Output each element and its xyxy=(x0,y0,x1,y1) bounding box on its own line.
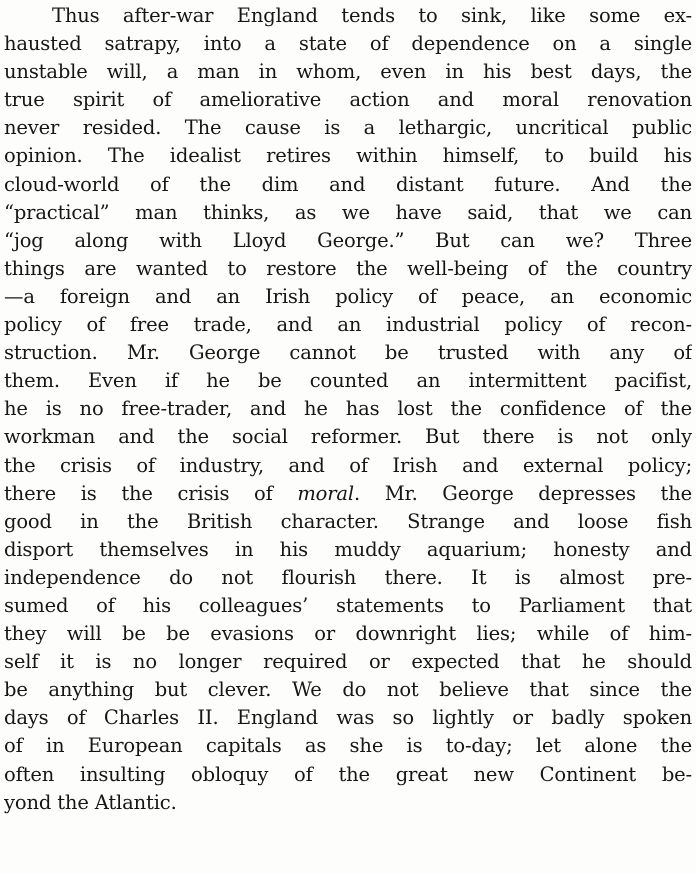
text-line: cloud-world of the dim and distant future. And the xyxy=(4,172,692,196)
text-run: there is the crisis of xyxy=(4,481,298,505)
text-line: unstable will, a man in whom, even in his best days, the xyxy=(4,60,692,84)
text-line: Thus after-war England tends to sink, like some ex- xyxy=(52,4,692,27)
paragraph xyxy=(4,2,692,817)
text-line: the crisis of industry, and of Irish and external policy; xyxy=(4,453,692,477)
text-line: opinion. The idealist retires within himself, to build his xyxy=(4,144,692,168)
text-line: policy of free trade, and an industrial policy of recon- xyxy=(4,313,692,337)
text-line: he is no free-trader, and he has lost the confidence of the xyxy=(4,397,692,421)
text-line: days of Charles II. England was so lightly or badly spoken xyxy=(4,706,692,730)
text-line: disport themselves in his muddy aquarium; honesty and xyxy=(4,537,692,561)
text-line: —a foreign and an Irish policy of peace, an economic xyxy=(4,284,692,308)
text-line: never resided. The cause is a lethargic, uncritical public xyxy=(4,116,692,140)
text-line: “practical” man thinks, as we have said, that we can xyxy=(4,200,692,224)
text-line: yond the Atlantic. xyxy=(4,790,177,814)
text-line: them. Even if he be counted an intermittent pacifist, xyxy=(4,369,692,393)
text-line xyxy=(4,480,692,508)
text-line: they will be be evasions or downright lies; while of him- xyxy=(4,622,692,646)
text-run: . Mr. George depresses the xyxy=(354,481,692,505)
text-line: good in the British character. Strange and loose fish xyxy=(4,509,692,533)
text-line: true spirit of ameliorative action and moral renovation xyxy=(4,88,692,112)
text-line: of in European capitals as she is to-day; let alone the xyxy=(4,734,692,758)
text-line: things are wanted to restore the well-being of the country xyxy=(4,256,692,280)
text-line: independence do not flourish there. It is almost pre- xyxy=(4,565,692,589)
text-line: workman and the social reformer. But there is not only xyxy=(4,425,692,449)
italic-text-run: moral xyxy=(297,481,354,505)
text-line: “jog along with Lloyd George.” But can we? Three xyxy=(4,228,692,252)
text-line: self it is no longer required or expected that he should xyxy=(4,650,692,674)
text-line: hausted satrapy, into a state of dependence on a single xyxy=(4,32,692,56)
text-line: often insulting obloquy of the great new Continent be- xyxy=(4,762,692,786)
text-line: struction. Mr. George cannot be trusted with any of xyxy=(4,341,692,365)
text-line: be anything but clever. We do not believe that since the xyxy=(4,678,692,702)
text-line: sumed of his colleagues’ statements to Parliament that xyxy=(4,593,692,617)
